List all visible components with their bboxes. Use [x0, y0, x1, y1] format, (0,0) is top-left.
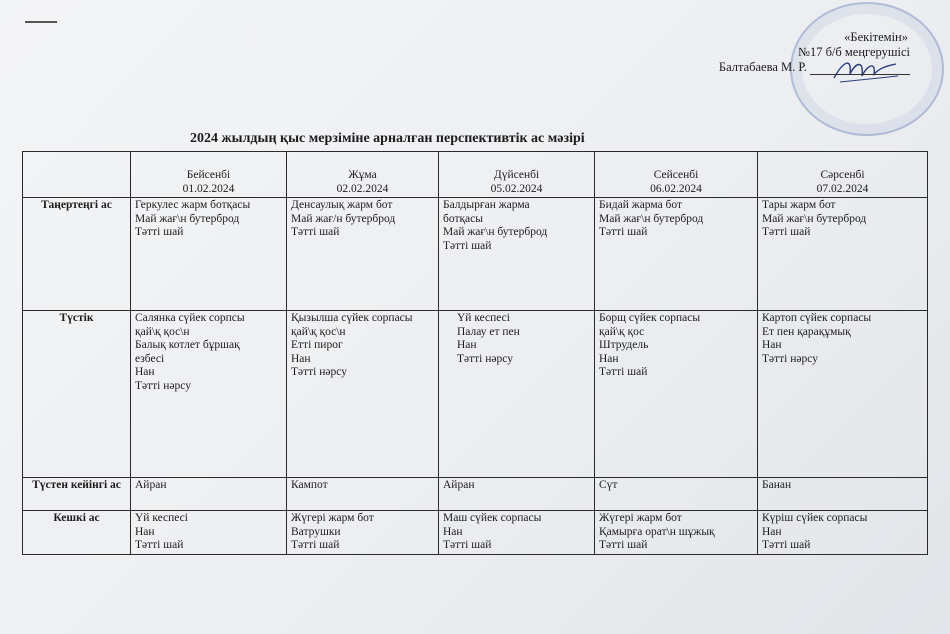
menu-item: Қызылша сүйек сорпасы	[291, 312, 413, 324]
menu-cell	[595, 478, 758, 511]
menu-item: Тәтті нәрсу	[291, 366, 347, 378]
menu-cell	[287, 311, 439, 478]
day-header: Бейсенбі 01.02.2024	[131, 152, 287, 198]
day-header: Сейсенбі 06.02.2024	[595, 152, 758, 198]
menu-item: Тәтті нәрсу	[457, 352, 513, 365]
menu-item: қай\қ қос	[599, 325, 645, 338]
menu-item: Тары жарм бот	[762, 199, 836, 211]
menu-item: Қамырға орат\н шұжық	[599, 525, 715, 538]
menu-item: Нан	[762, 525, 782, 538]
menu-cell	[758, 511, 928, 555]
menu-cell	[758, 478, 928, 511]
menu-item: Май жағ\н бутерброд	[135, 212, 240, 225]
menu-cell	[287, 511, 439, 555]
menu-cell	[287, 478, 439, 511]
menu-cell	[595, 311, 758, 478]
approval-heading: «Бекітемін»	[844, 30, 908, 44]
menu-table	[22, 151, 928, 555]
day-header: Дүйсенбі 05.02.2024	[439, 152, 595, 198]
menu-cell	[595, 198, 758, 311]
menu-item: Айран	[135, 479, 167, 491]
menu-item: Палау ет пен	[457, 325, 520, 338]
menu-item: Нан	[599, 352, 619, 365]
meal-row	[23, 311, 928, 478]
corner-cell	[23, 152, 131, 198]
menu-item: Үй кеспесі	[457, 312, 510, 324]
menu-item: Тәтті нәрсу	[135, 379, 191, 392]
menu-item: Тәтті шай	[599, 226, 648, 238]
menu-item: Тәтті шай	[443, 539, 492, 551]
signature-line	[810, 62, 910, 75]
menu-item: Салянка сүйек сорпсы	[135, 312, 245, 324]
approver-name: Балтабаева М. Р.	[718, 60, 807, 74]
menu-item: ботқасы	[443, 212, 483, 225]
menu-item: Сүт	[599, 479, 618, 491]
menu-item: Денсаулық жарм бот	[291, 199, 393, 211]
menu-item: Картоп сүйек сорпасы	[762, 312, 872, 324]
menu-item: Күріш сүйек сорпасы	[762, 512, 868, 524]
header-row	[23, 152, 928, 198]
approval-block	[719, 30, 910, 75]
menu-item: Нан	[135, 366, 155, 378]
menu-item: Тәтті шай	[291, 539, 340, 551]
menu-item: Тәтті шай	[762, 226, 811, 238]
meal-label: Таңертеңгі ас	[23, 198, 131, 311]
menu-item: Нан	[443, 525, 463, 538]
menu-item: Май жағ/н бутерброд	[291, 212, 396, 225]
meal-row	[23, 198, 928, 311]
menu-item: Балық котлет бұршақ	[135, 339, 240, 351]
day-header: Жұма 02.02.2024	[287, 152, 439, 198]
menu-cell	[758, 198, 928, 311]
menu-item: Тәтті шай	[599, 366, 648, 378]
menu-item: Бидай жарма бот	[599, 199, 683, 211]
menu-item: Ет пен қарақұмық	[762, 325, 851, 338]
menu-cell	[439, 198, 595, 311]
menu-cell	[131, 478, 287, 511]
menu-item: Нан	[762, 339, 782, 351]
menu-item: Етті пирог	[291, 339, 343, 351]
meal-label: Түстен кейінгі ас	[23, 478, 131, 511]
menu-item: Банан	[762, 479, 792, 491]
meal-label: Кешкі ас	[23, 511, 131, 555]
menu-item: Тәтті шай	[135, 226, 184, 238]
menu-item: Май жағ\н бутерброд	[443, 226, 548, 238]
menu-item: қай\қ қос\н	[135, 325, 190, 338]
menu-item: қай\қ қос\н	[291, 325, 346, 338]
meal-row	[23, 511, 928, 555]
menu-item: Маш сүйек сорпасы	[443, 512, 542, 524]
menu-cell	[131, 198, 287, 311]
menu-item: Тәтті шай	[599, 539, 648, 551]
document-title: 2024 жылдың қыс мерзіміне арналған перспективтік ас мәзірі	[190, 131, 585, 146]
meal-label: Түстік	[23, 311, 131, 478]
menu-cell	[287, 198, 439, 311]
menu-cell	[439, 311, 595, 478]
menu-item: Нан	[135, 525, 155, 538]
menu-item: езбесі	[135, 352, 165, 365]
menu-item: Тәтті шай	[291, 226, 340, 238]
menu-item: Май жағ\н бутерброд	[762, 212, 867, 225]
menu-cell	[131, 311, 287, 478]
menu-cell	[439, 478, 595, 511]
menu-item: Тәтті шай	[443, 239, 492, 252]
menu-item: Нан	[291, 352, 311, 365]
menu-item: Штрудель	[599, 339, 649, 351]
menu-cell	[758, 311, 928, 478]
menu-item: Тәтті шай	[762, 539, 811, 551]
meal-row	[23, 478, 928, 511]
menu-item: Нан	[457, 339, 477, 351]
corner-mark	[25, 21, 57, 23]
menu-item: Жүгері жарм бот	[291, 512, 374, 524]
menu-cell	[131, 511, 287, 555]
menu-item: Тәтті нәрсу	[762, 352, 818, 365]
approval-position: №17 б/б меңгерушісі	[798, 45, 910, 59]
menu-item: Геркулес жарм ботқасы	[135, 199, 251, 211]
menu-item: Борщ сүйек сорпасы	[599, 312, 701, 324]
menu-item: Балдырған жарма	[443, 199, 530, 211]
menu-cell	[439, 511, 595, 555]
menu-cell	[595, 511, 758, 555]
menu-item: Айран	[443, 479, 475, 491]
menu-item: Ватрушки	[291, 525, 341, 538]
day-header: Сәрсенбі 07.02.2024	[758, 152, 928, 198]
menu-item: Жүгері жарм бот	[599, 512, 682, 524]
menu-item: Кампот	[291, 479, 328, 491]
menu-item: Тәтті шай	[135, 539, 184, 551]
menu-item: Май жағ\н бутерброд	[599, 212, 704, 225]
menu-item: Үй кеспесі	[135, 512, 188, 524]
